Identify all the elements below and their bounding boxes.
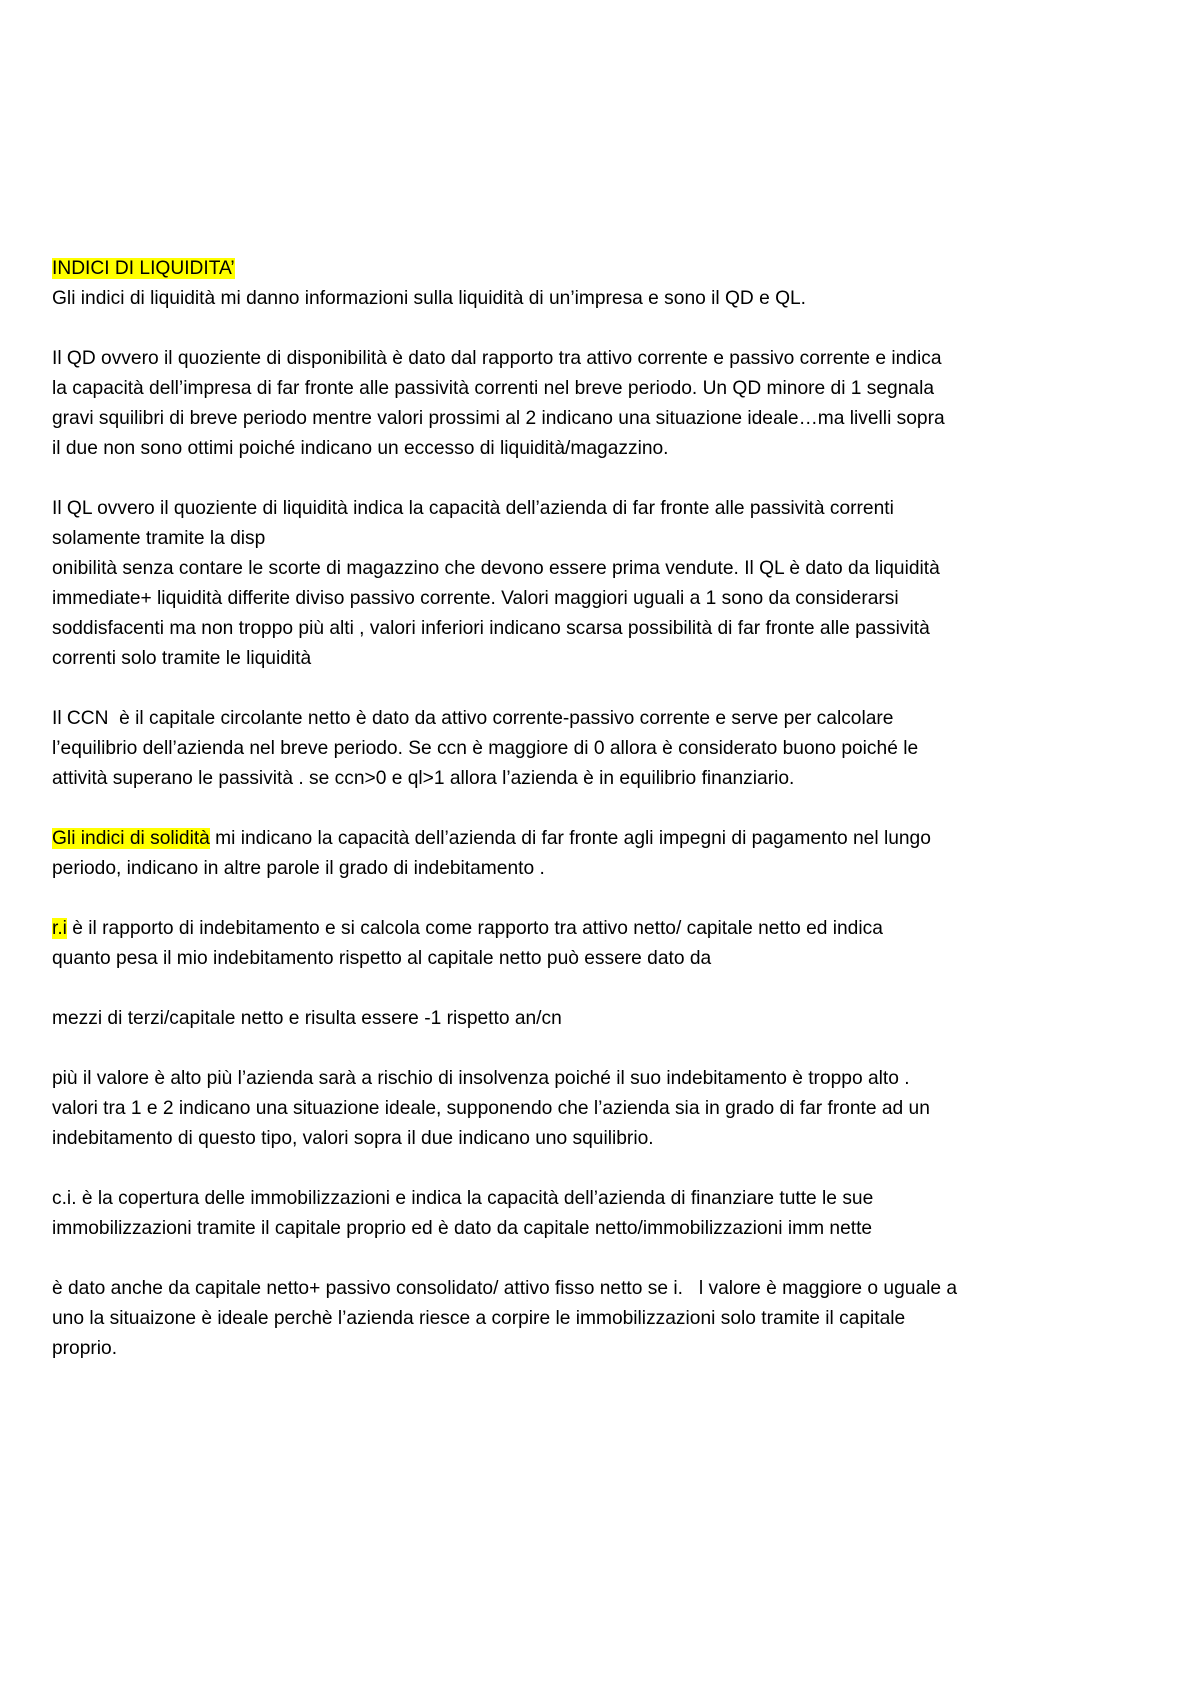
- line-text: l’equilibrio dell’azienda nel breve periodo. Se ccn è maggiore di 0 allora è considerato buono poiché le: [52, 738, 919, 759]
- text-line: [52, 1004, 1112, 1034]
- text-line: [52, 854, 1112, 884]
- line-text: quanto pesa il mio indebitamento rispetto al capitale netto può essere dato da: [52, 948, 712, 969]
- text-line: [52, 404, 1112, 434]
- line-text: proprio.: [52, 1338, 118, 1359]
- text-line: [52, 494, 1112, 524]
- paragraph: [52, 494, 1112, 674]
- text-line: [52, 1214, 1112, 1244]
- text-line: [52, 944, 1112, 974]
- text-line: [52, 914, 1112, 944]
- line-text: immediate+ liquidità differite diviso passivo corrente. Valori maggiori uguali a 1 sono da considerarsi: [52, 588, 899, 609]
- text-line: [52, 434, 1112, 464]
- line-text: è il rapporto di indebitamento e si calcola come rapporto tra attivo netto/ capitale netto ed indica: [66, 918, 883, 939]
- text-line: [52, 764, 1112, 794]
- line-text: gravi squilibri di breve periodo mentre valori prossimi al 2 indicano una situazione ideale…ma livelli sopra: [52, 408, 945, 429]
- text-line: [52, 1184, 1112, 1214]
- text-line: [52, 1064, 1112, 1094]
- highlighted-text: Gli indici di solidità: [52, 828, 210, 849]
- text-line: [52, 1124, 1112, 1154]
- paragraph: [52, 1274, 1112, 1364]
- line-text: immobilizzazioni tramite il capitale proprio ed è dato da capitale netto/immobilizzazioni imm nette: [52, 1218, 873, 1239]
- line-text: più il valore è alto più l’azienda sarà a rischio di insolvenza poiché il suo indebitamento è troppo alto .: [52, 1068, 910, 1089]
- text-line: [52, 1304, 1112, 1334]
- line-text: è dato anche da capitale netto+ passivo consolidato/ attivo fisso netto se i. l valore è maggiore o uguale a: [52, 1278, 958, 1299]
- paragraph: [52, 254, 1112, 314]
- line-text: la capacità dell’impresa di far fronte alle passività correnti nel breve periodo. Un QD minore di 1 segnala: [52, 378, 935, 399]
- line-text: Il CCN è il capitale circolante netto è dato da attivo corrente-passivo corrente e serve per calcolare: [52, 708, 894, 729]
- paragraph: [52, 704, 1112, 794]
- text-line: [52, 1334, 1112, 1364]
- line-text: c.i. è la copertura delle immobilizzazioni e indica la capacità dell’azienda di finanziare tutte le sue: [52, 1188, 874, 1209]
- paragraph: [52, 824, 1112, 884]
- text-line: [52, 704, 1112, 734]
- line-text: uno la situaizone è ideale perchè l’azienda riesce a corpire le immobilizzazioni solo tramite il capitale: [52, 1308, 906, 1329]
- text-line: [52, 374, 1112, 404]
- paragraph: [52, 1064, 1112, 1154]
- text-line: [52, 1274, 1112, 1304]
- line-text: attività superano le passività . se ccn>0 e ql>1 allora l’azienda è in equilibrio finanziario.: [52, 768, 795, 789]
- line-text: mi indicano la capacità dell’azienda di far fronte agli impegni di pagamento nel lungo: [209, 828, 931, 849]
- text-line: [52, 1094, 1112, 1124]
- text-line: [52, 734, 1112, 764]
- text-line: [52, 344, 1112, 374]
- text-line: [52, 554, 1112, 584]
- text-line: [52, 524, 1112, 554]
- text-line: [52, 584, 1112, 614]
- text-line: [52, 824, 1112, 854]
- paragraph: [52, 344, 1112, 464]
- line-text: Gli indici di liquidità mi danno informazioni sulla liquidità di un’impresa e sono il QD e QL.: [52, 288, 807, 309]
- line-text: soddisfacenti ma non troppo più alti , valori inferiori indicano scarsa possibilità di far fronte alle passività: [52, 618, 930, 639]
- line-text: correnti solo tramite le liquidità: [52, 648, 312, 669]
- text-line: [52, 614, 1112, 644]
- line-text: indebitamento di questo tipo, valori sopra il due indicano uno squilibrio.: [52, 1128, 654, 1149]
- paragraph: [52, 1184, 1112, 1244]
- line-text: solamente tramite la disp: [52, 528, 266, 549]
- document-body: [52, 254, 1112, 1394]
- line-text: periodo, indicano in altre parole il grado di indebitamento .: [52, 858, 545, 879]
- line-text: mezzi di terzi/capitale netto e risulta essere -1 rispetto an/cn: [52, 1008, 562, 1029]
- line-text: onibilità senza contare le scorte di magazzino che devono essere prima vendute. Il QL è dato da liquidità: [52, 558, 940, 579]
- text-line: [52, 644, 1112, 674]
- paragraph: [52, 1004, 1112, 1034]
- highlighted-text: INDICI DI LIQUIDITA’: [52, 258, 235, 279]
- line-text: il due non sono ottimi poiché indicano un eccesso di liquidità/magazzino.: [52, 438, 669, 459]
- line-text: Il QD ovvero il quoziente di disponibilità è dato dal rapporto tra attivo corrente e passivo corrente e indica: [52, 348, 942, 369]
- text-line: [52, 284, 1112, 314]
- paragraph: [52, 914, 1112, 974]
- line-text: valori tra 1 e 2 indicano una situazione ideale, supponendo che l’azienda sia in grado di far fronte ad un: [52, 1098, 930, 1119]
- text-line: [52, 254, 1112, 284]
- line-text: Il QL ovvero il quoziente di liquidità indica la capacità dell’azienda di far fronte alle passività correnti: [52, 498, 894, 519]
- highlighted-text: r.i: [52, 918, 67, 939]
